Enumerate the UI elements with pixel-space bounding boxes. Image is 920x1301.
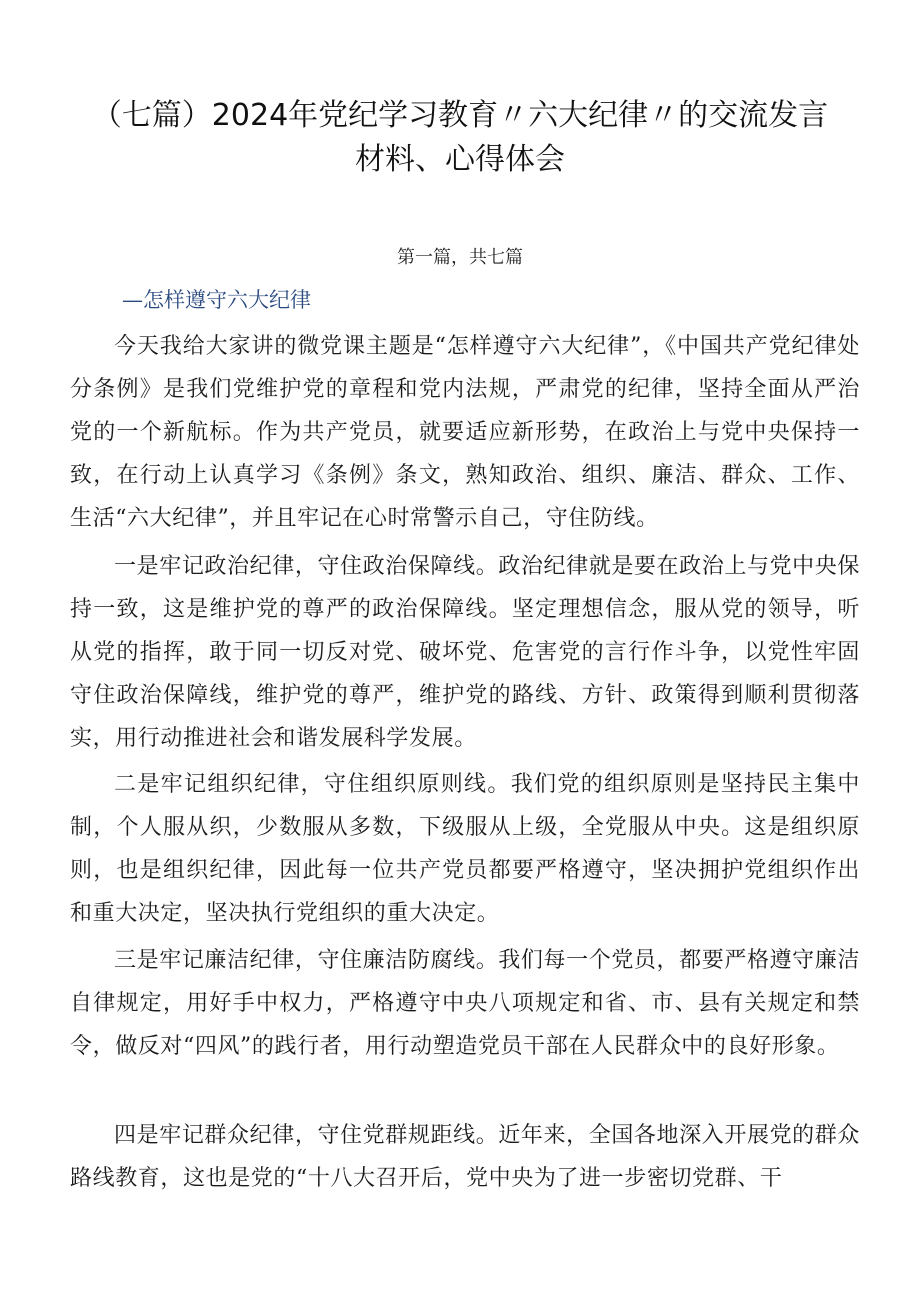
section-label: 第一篇，共七篇 [397, 247, 523, 268]
paragraph-intro: 今天我给大家讲的微党课主题是“怎样遵守六大纪律”，《中国共产党纪律处分条例》是我们党维护党的章程和党内法规，严肃党的纪律，坚持全面从严治党的一个新航标。作为共产党员，就要适应新形势，在政治上与党中央保持一致，在行动上认真学习《条例》条文，熟知政治、组织、廉洁、群众、工作、生活“六大纪律”，并且牢记在心时常警示自己，守住防线。 [70, 334, 860, 531]
document-title-line2: 材料、心得体会 [355, 142, 565, 177]
paragraph-mass-discipline: 四是牢记群众纪律，守住党群规距线。近年来，全国各地深入开展党的群众路线教育，这也是党的“十八大召开后，党中央为了进一步密切党群、干 [70, 1123, 860, 1191]
paragraph-integrity-discipline: 三是牢记廉洁纪律，守住廉洁防腐线。我们每一个党员，都要严格遵守廉洁自律规定，用好手中权力，严格遵守中央八项规定和省、市、县有关规定和禁令，做反对“四风”的践行者，用行动塑造党员干部在人民群众中的良好形象。 [70, 948, 860, 1059]
paragraph-organizational-discipline: 二是牢记组织纪律，守住组织原则线。我们党的组织原则是坚持民主集中制，个人服从织，少数服从多数，下级服从上级，全党服从中央。这是组织原则，也是组织纪律，因此每一位共产党员都要严格遵守，坚决拥护党组织作出和重大决定，坚决执行党组织的重大决定。 [70, 772, 860, 926]
document-title-line1: （七篇）2024年党纪学习教育〃六大纪律〃的交流发言 [91, 98, 829, 133]
paragraph-political-discipline: 一是牢记政治纪律，守住政治保障线。政治纪律就是要在政治上与党中央保持一致，这是维护党的尊严的政治保障线。坚定理想信念，服从党的领导，听从党的指挥，敢于同一切反对党、破坏党、危害党的言行作斗争，以党性牢固守住政治保障线，维护党的尊严，维护党的路线、方针、政策得到顺利贯彻落实，用行动推进社会和谐发展科学发展。 [70, 554, 860, 751]
subheading: —怎样遵守六大纪律 [122, 288, 311, 312]
